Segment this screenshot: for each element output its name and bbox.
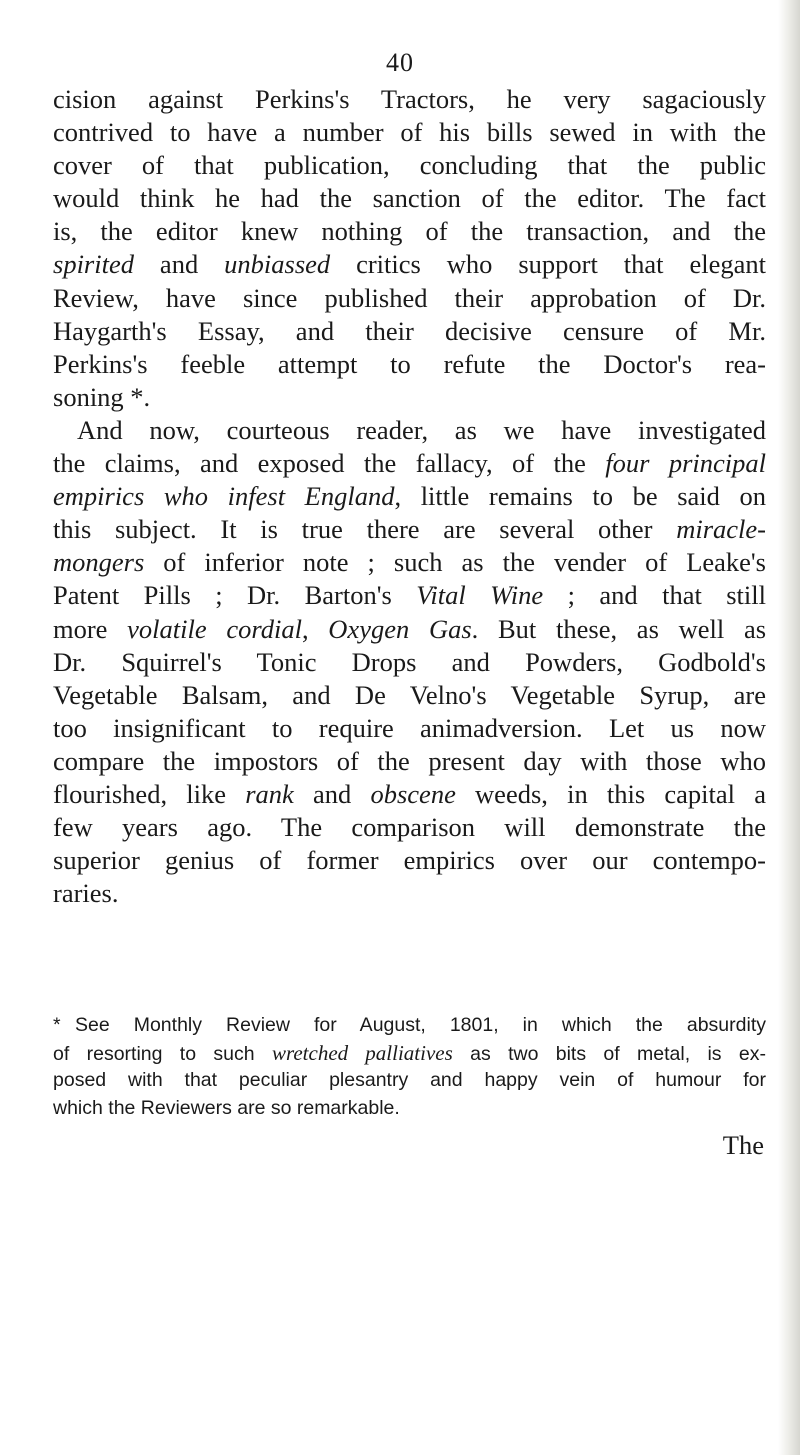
catchword: The	[722, 1130, 764, 1160]
italic-phrase: volatile cordial	[127, 613, 302, 644]
footnote-mark: *	[53, 1014, 61, 1036]
footnote	[53, 1012, 766, 1122]
text-line	[53, 613, 766, 646]
text-run: this subject. It is true there are several other	[53, 514, 677, 545]
footnote-line: posed with that peculiar plesantry and happy vein of humour for	[53, 1069, 766, 1091]
text-run: ,	[301, 613, 329, 644]
page-number: 40	[386, 48, 414, 77]
text-line: Vegetable Balsam, and De Velno's Vegetable Syrup, are	[53, 679, 766, 710]
text-line	[53, 579, 766, 612]
text-line: cision against Perkins's Tractors, he very sagaciously	[53, 84, 766, 114]
text-line: few years ago. The comparison will demonstrate the	[53, 812, 766, 843]
text-run: Patent Pills ; Dr. Barton's	[53, 580, 417, 611]
text-line: Perkins's feeble attempt to refute the Doctor's rea-	[53, 348, 766, 379]
text-run: critics who support that elegant	[330, 249, 766, 280]
text-line: cover of that publication, concluding that the public	[53, 150, 766, 181]
text-run: of resorting to such	[53, 1042, 272, 1065]
italic-phrase: wretched palliatives	[271, 1040, 453, 1065]
text-line	[53, 480, 766, 513]
italic-phrase: Vital Wine	[416, 580, 544, 611]
footnote-line	[53, 1040, 766, 1068]
text-run: more	[53, 613, 128, 644]
text-run: ; and that still	[543, 580, 767, 611]
footnote-line	[53, 1012, 766, 1040]
text-run: See Monthly Review for August, 1801, in which the absurdity	[75, 1014, 766, 1036]
text-run: and	[133, 249, 225, 280]
text-line: is, the editor knew nothing of the transaction, and the	[53, 216, 766, 247]
italic-phrase: rank	[245, 778, 294, 809]
italic-phrase: miracle-	[676, 514, 766, 545]
text-line	[53, 447, 766, 480]
italic-phrase: empirics who infest England	[53, 481, 395, 512]
text-line: would think he had the sanction of the editor. The fact	[53, 183, 766, 214]
text-line: Review, have since published their approbation of Dr.	[53, 282, 766, 313]
text-run: flourished, like	[53, 778, 246, 809]
text-run: . But these, as well as	[471, 613, 767, 644]
body-text	[53, 83, 766, 910]
text-line: Dr. Squirrel's Tonic Drops and Powders, Godbold's	[53, 646, 766, 677]
text-line: Haygarth's Essay, and their decisive censure of Mr.	[53, 315, 766, 346]
text-line	[53, 546, 766, 579]
text-line: too insignificant to require animadversion. Let us now	[53, 712, 766, 743]
text-line: soning *.	[53, 381, 151, 412]
italic-phrase: Oxygen Gas	[328, 613, 472, 644]
text-run: weeds, in this capital a	[455, 778, 767, 809]
text-run: and	[293, 778, 371, 809]
text-line: contrived to have a number of his bills sewed in with the	[53, 117, 766, 148]
paragraph-start-line: And now, courteous reader, as we have investigated	[77, 414, 766, 445]
text-line	[53, 248, 766, 281]
text-run: as two bits of metal, is ex-	[452, 1042, 766, 1065]
italic-phrase: spirited	[53, 249, 134, 280]
footnote-line: which the Reviewers are so remarkable.	[53, 1096, 400, 1119]
italic-phrase: mongers	[53, 547, 145, 578]
text-line: superior genius of former empirics over our contempo-	[53, 845, 766, 876]
text-line	[53, 778, 766, 811]
page-edge-shadow	[778, 0, 800, 1455]
text-line: raries.	[53, 878, 119, 909]
text-line	[53, 513, 766, 546]
italic-phrase: obscene	[370, 778, 456, 809]
text-run: the claims, and exposed the fallacy, of the	[53, 448, 606, 479]
text-run: of inferior note ; such as the vender of Leake's	[144, 547, 766, 578]
text-line: compare the impostors of the present day with those who	[53, 745, 766, 776]
italic-phrase: unbiassed	[224, 249, 331, 280]
italic-phrase: four principal	[605, 448, 766, 479]
text-run: , little remains to be said on	[394, 481, 766, 512]
